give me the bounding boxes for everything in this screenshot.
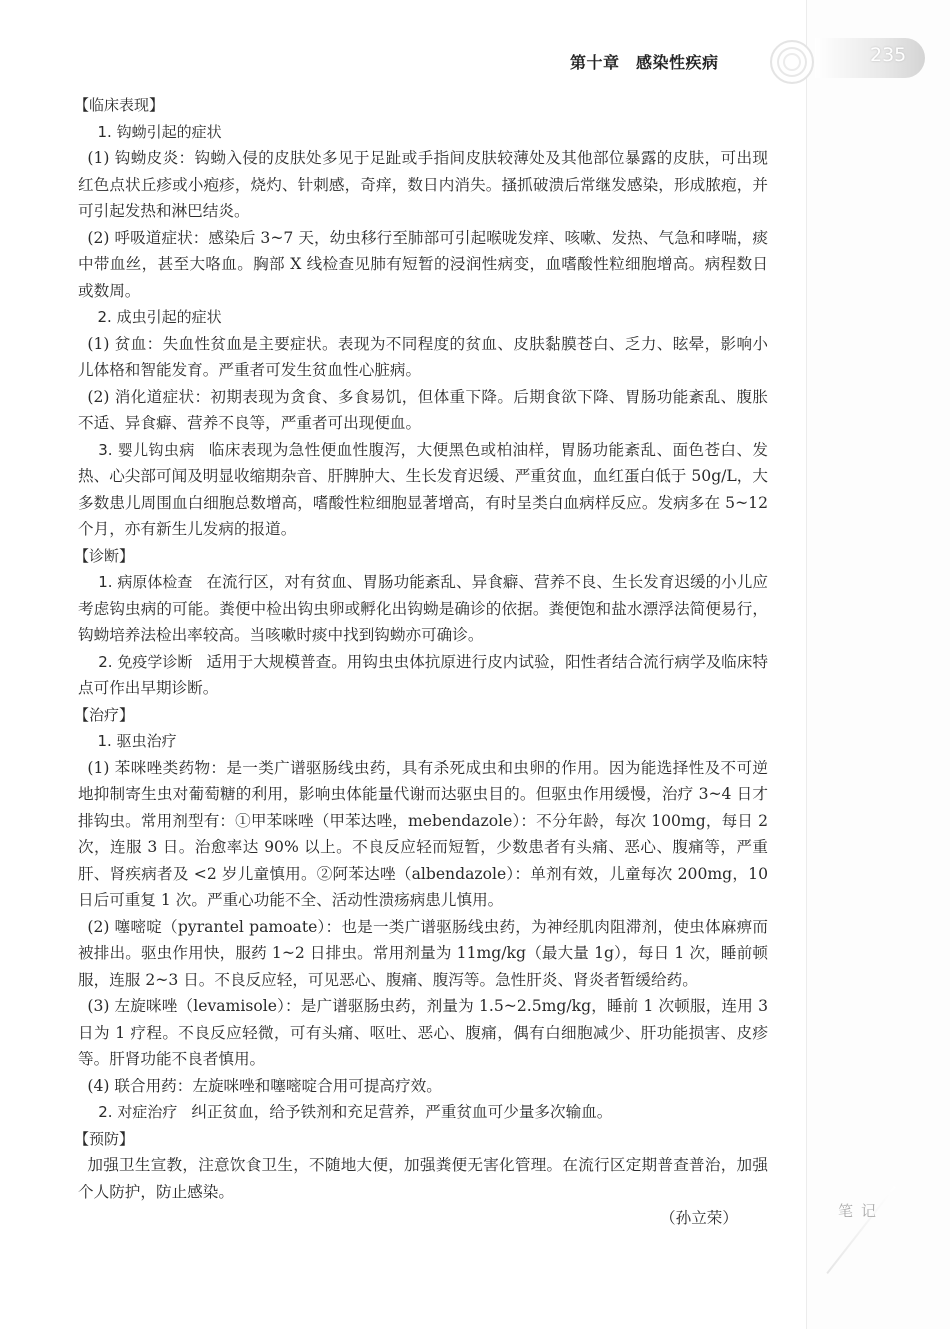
subsection-heading: 2. 成虫引起的症状 bbox=[97, 308, 222, 326]
notes-label: 笔记 bbox=[838, 1202, 885, 1220]
section-heading: 【临床表现】 bbox=[74, 96, 165, 114]
paragraph bbox=[78, 569, 768, 649]
inline-heading: 3. 婴儿钩虫病 bbox=[98, 440, 195, 459]
paragraph: (1) 贫血：失血性贫血是主要症状。表现为不同程度的贫血、皮肤黏膜苍白、乏力、眩晕，影响小儿体格和智能发育。严重者可发生贫血性心脏病。 bbox=[78, 334, 768, 379]
paragraph: (3) 左旋咪唑（levamisole）：是广谱驱肠虫药，剂量为 1.5~2.5mg/kg，睡前 1 次顿服，连用 3 日为 1 疗程。不良反应轻微，可有头痛、呕吐、恶心、腹痛，偶有白细胞减少、肝功能损害、皮疹等。肝肾功能不良者慎用。 bbox=[78, 997, 768, 1068]
paragraph: (4) 联合用药：左旋咪唑和噻嘧啶合用可提高疗效。 bbox=[87, 1076, 442, 1095]
page-body bbox=[74, 92, 768, 1232]
paragraph bbox=[78, 1099, 768, 1126]
chapter-header: 第十章 感染性疾病 bbox=[570, 53, 719, 72]
page-number: 235 bbox=[870, 44, 907, 66]
inline-heading: 2. 对症治疗 bbox=[98, 1103, 178, 1121]
paragraph-text: 纠正贫血，给予铁剂和充足营养，严重贫血可少量多次输血。 bbox=[191, 1103, 613, 1121]
paragraph-text: 适用于大规模普查。用钩虫虫体抗原进行皮内试验，阳性者结合流行病学及临床特点可作出早期诊断。 bbox=[78, 652, 768, 697]
subsection-heading: 1. 钩蚴引起的症状 bbox=[97, 122, 222, 141]
section-heading: 【治疗】 bbox=[74, 705, 135, 724]
paragraph: (2) 呼吸道症状：感染后 3~7 天，幼虫移行至肺部可引起喉咙发痒、咳嗽、发热、气急和哮喘，痰中带血丝，甚至大咯血。胸部 X 线检查见肺有短暂的浸润性病变，血嗜酸性粒细胞增高。病程数日或数周。 bbox=[78, 228, 768, 300]
inline-heading: 1. 病原体检查 bbox=[98, 573, 193, 591]
paragraph: (1) 苯咪唑类药物：是一类广谱驱肠线虫药，具有杀死成虫和虫卵的作用。因为能选择性及不可逆地抑制寄生虫对葡萄糖的利用，影响虫体能量代谢而达驱虫目的。但驱虫作用缓慢，治疗 3~4 日才排钩虫。常用剂型有：①甲苯咪唑（甲苯达唑，mebendazole）：不分年龄，每次 100mg，每日 2 次，连服 3 日。治愈率达 90% 以上。不良反应轻而短暂，少数患者有头痛、恶心、腹痛等，严重肝、肾疾病者及 <2 岁儿童慎用。②阿苯达唑（albendazole）：单剂有效，儿童每次 200mg，10 日后可重复 1 次。严重心功能不全、活动性溃疡病患儿慎用。 bbox=[78, 758, 768, 909]
paragraph: (1) 钩蚴皮炎：钩蚴入侵的皮肤处多见于足趾或手指间皮肤较薄处及其他部位暴露的皮肤，可出现红色点状丘疹或小疱疹，烧灼、针刺感，奇痒，数日内消失。搔抓破溃后常继发感染，形成脓疱，并可引起发热和淋巴结炎。 bbox=[78, 149, 768, 220]
paragraph bbox=[78, 437, 768, 543]
decorative-swirl-icon bbox=[770, 40, 814, 84]
paragraph-text: 在流行区，对有贫血、胃肠功能紊乱、异食癖、营养不良、生长发育迟缓的小儿应考虑钩虫病的可能。粪便中检出钩虫卵或孵化出钩蚴是确诊的依据。粪便饱和盐水漂浮法简便易行，钩蚴培养法检出率较高。当咳嗽时痰中找到钩蚴亦可确诊。 bbox=[78, 573, 768, 644]
subsection-heading: 1. 驱虫治疗 bbox=[97, 732, 177, 750]
paragraph: 加强卫生宣教，注意饮食卫生，不随地大便，加强粪便无害化管理。在流行区定期普查普治，加强个人防护，防止感染。 bbox=[78, 1156, 768, 1201]
paragraph: (2) 消化道症状：初期表现为贪食、多食易饥，但体重下降。后期食欲下降、胃肠功能紊乱、腹胀不适、异食癖、营养不良等，严重者可出现便血。 bbox=[78, 387, 768, 432]
paragraph: (2) 噻嘧啶（pyrantel pamoate）：也是一类广谱驱肠线虫药，为神经肌肉阻滞剂，使虫体麻痹而被排出。驱虫作用快，服药 1~2 日排虫。常用剂量为 11mg/kg（最大量 1g），每日 1 次，睡前顿服，连服 2~3 日。不良反应轻，可见恶心、腹痛、腹泻等。急性肝炎、肾炎者暂缓给药。 bbox=[78, 917, 768, 989]
paragraph bbox=[78, 649, 768, 702]
section-heading: 【诊断】 bbox=[74, 546, 135, 565]
margin-notes-band bbox=[806, 0, 950, 1329]
paragraph-text: 临床表现为急性便血性腹泻，大便黑色或柏油样，胃肠功能紊乱、面色苍白、发热、心尖部可闻及明显收缩期杂音、肝脾肿大、生长发育迟缓、严重贫血，血红蛋白低于 50g/L，大多数患儿周围血白细胞总数增高，嗜酸性粒细胞显著增高，有时呈类白血病样反应。发病多在 5~12 个月，亦有新生儿发病的报道。 bbox=[78, 440, 768, 538]
author-credit: （孙立荣） bbox=[660, 1209, 738, 1227]
section-heading: 【预防】 bbox=[74, 1129, 135, 1148]
inline-heading: 2. 免疫学诊断 bbox=[98, 652, 193, 671]
